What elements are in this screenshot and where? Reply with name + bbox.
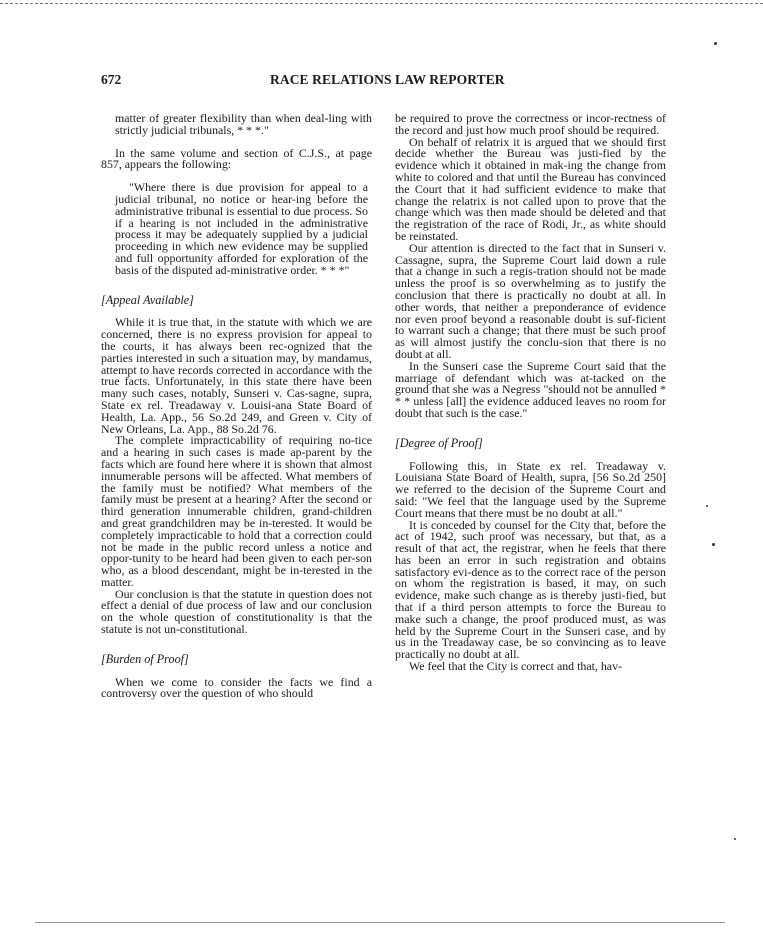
running-head: RACE RELATIONS LAW REPORTER	[270, 72, 505, 87]
paragraph: Our attention is directed to the fact that in Sunseri v. Cassagne, supra, the Supreme Court laid down a rule that a change in such a regis-tration should not be made unless the proof is so overwhelming as to justify the conclusion that there is practically no doubt at all. In other words, that neither a preponderance of evidence nor even proof beyond a reasonable doubt is suf-ficient to warrant such a change; that there must be such proof as will almost justify the conclu-sion that there is no doubt at all.	[395, 240, 666, 361]
paragraph: We feel that the City is correct and that, hav-	[409, 659, 622, 674]
paragraph: In the same volume and section of C.J.S., at page 857, appears the following:	[101, 145, 372, 172]
right-column	[395, 113, 666, 673]
scan-bottom-rule	[35, 922, 725, 923]
scan-speck	[712, 543, 715, 546]
section-heading-burden: [Burden of Proof]	[101, 651, 189, 666]
paragraph: Following this, in State ex rel. Treadaway v. Louisiana State Board of Health, supra, [56 So.2d 250] we referred to the decision of the Supreme Court and said: "We feel that the language used by the Supreme Court means that there must be no doubt at all."	[395, 458, 666, 520]
paragraph: matter of greater flexibility than when deal-ling with strictly judicial tribunals, * * *."	[115, 111, 372, 137]
page-header	[0, 72, 763, 90]
paragraph: In the Sunseri case the Supreme Court said that the marriage of defendant which was at-tacked on the ground that she was a Negress "should not be annulled * * * unless [all] the evidence adduced leaves no room for doubt that such is the case."	[395, 358, 666, 420]
section-heading-degree: [Degree of Proof]	[395, 435, 483, 450]
paragraph: When we come to consider the facts we find a controversy over the question of who should	[101, 674, 372, 701]
paragraph: be required to prove the correctness or incor-rectness of the record and just how much proof should be required.	[395, 111, 666, 137]
paragraph: Our conclusion is that the statute in question does not effect a denial of due process of law and our conclusion on the whole question of constitutionality is that the statute is not un-constitutional.	[101, 586, 372, 637]
left-column	[101, 113, 372, 700]
scan-speck	[714, 42, 717, 45]
paragraph: The complete impracticability of requiring no-tice and a hearing in such cases is made ap-parent by the facts which are found here where it is shown that almost innumerable persons will be affected. What members of the family must be notified? What members of the family must be present at a hearing? After the second or third generation innumerable children, grand-children and great grandchildren may be in-terested. It would be completely impracticable to hold that a correction could not be made in the public record unless a notice and oppor-tunity to be heard had been given to each per-son who, as a blood descendant, might be in-terested in the matter.	[101, 433, 372, 589]
paragraph: It is conceded by counsel for the City that, before the act of 1942, such proof was necessary, but that, as a result of that act, the registrar, when he feels that there has been an error in such registration and obtains satisfactory evi-dence as to the correct race of the person on whom the registration is based, it may, on such evidence, make such change as is thereby justi-fied, but that if a third person attempts to force the Bureau to make such a change, the proof produced must, as was held by the Supreme Court in the Sunseri case, and by us in the Treadaway case, be so convincing as to leave practically no doubt at all.	[395, 517, 666, 662]
scan-speck	[734, 838, 736, 840]
paragraph: While it is true that, in the statute with which we are concerned, there is no express provision for appeal to the courts, it has always been rec-ognized that the parties interested in such a situation may, by mandamus, attempt to have records corrected in accordance with the true facts. Unfortunately, in this state there have been many such cases, notably, Sunseri v. Cas-sagne, supra, State ex rel. Treadaway v. Louisi-ana State Board of Health, La. App., 56 So.2d 249, and Green v. City of New Orleans, La. App., 88 So.2d 76.	[101, 315, 372, 436]
scan-top-border	[0, 3, 763, 4]
page-number: 672	[101, 72, 122, 87]
block-quote: "Where there is due provision for appeal to a judicial tribunal, no notice or hear-ing before the administrative tribunal is essential to due process. So if a hearing is not included in the administrative process it may be adequately supplied by a judicial proceeding in which new evidence may be supplied and full opportunity afforded for exploration of the basis of the disputed ad-ministrative order. * * *"	[115, 180, 368, 277]
section-heading-appeal: [Appeal Available]	[101, 292, 194, 307]
scan-speck	[706, 505, 708, 507]
paragraph: On behalf of relatrix it is argued that we should first decide whether the Bureau was justi-fied by the evidence which it obtained in mak-ing the change from white to colored and that until the Bureau has convinced the Court that it had sufficient evidence to make that change the relatrix is not called upon to prove that the change which was then made should be deleted and that the registration of the race of Rodi, Jr., as white should be reinstated.	[395, 134, 666, 243]
